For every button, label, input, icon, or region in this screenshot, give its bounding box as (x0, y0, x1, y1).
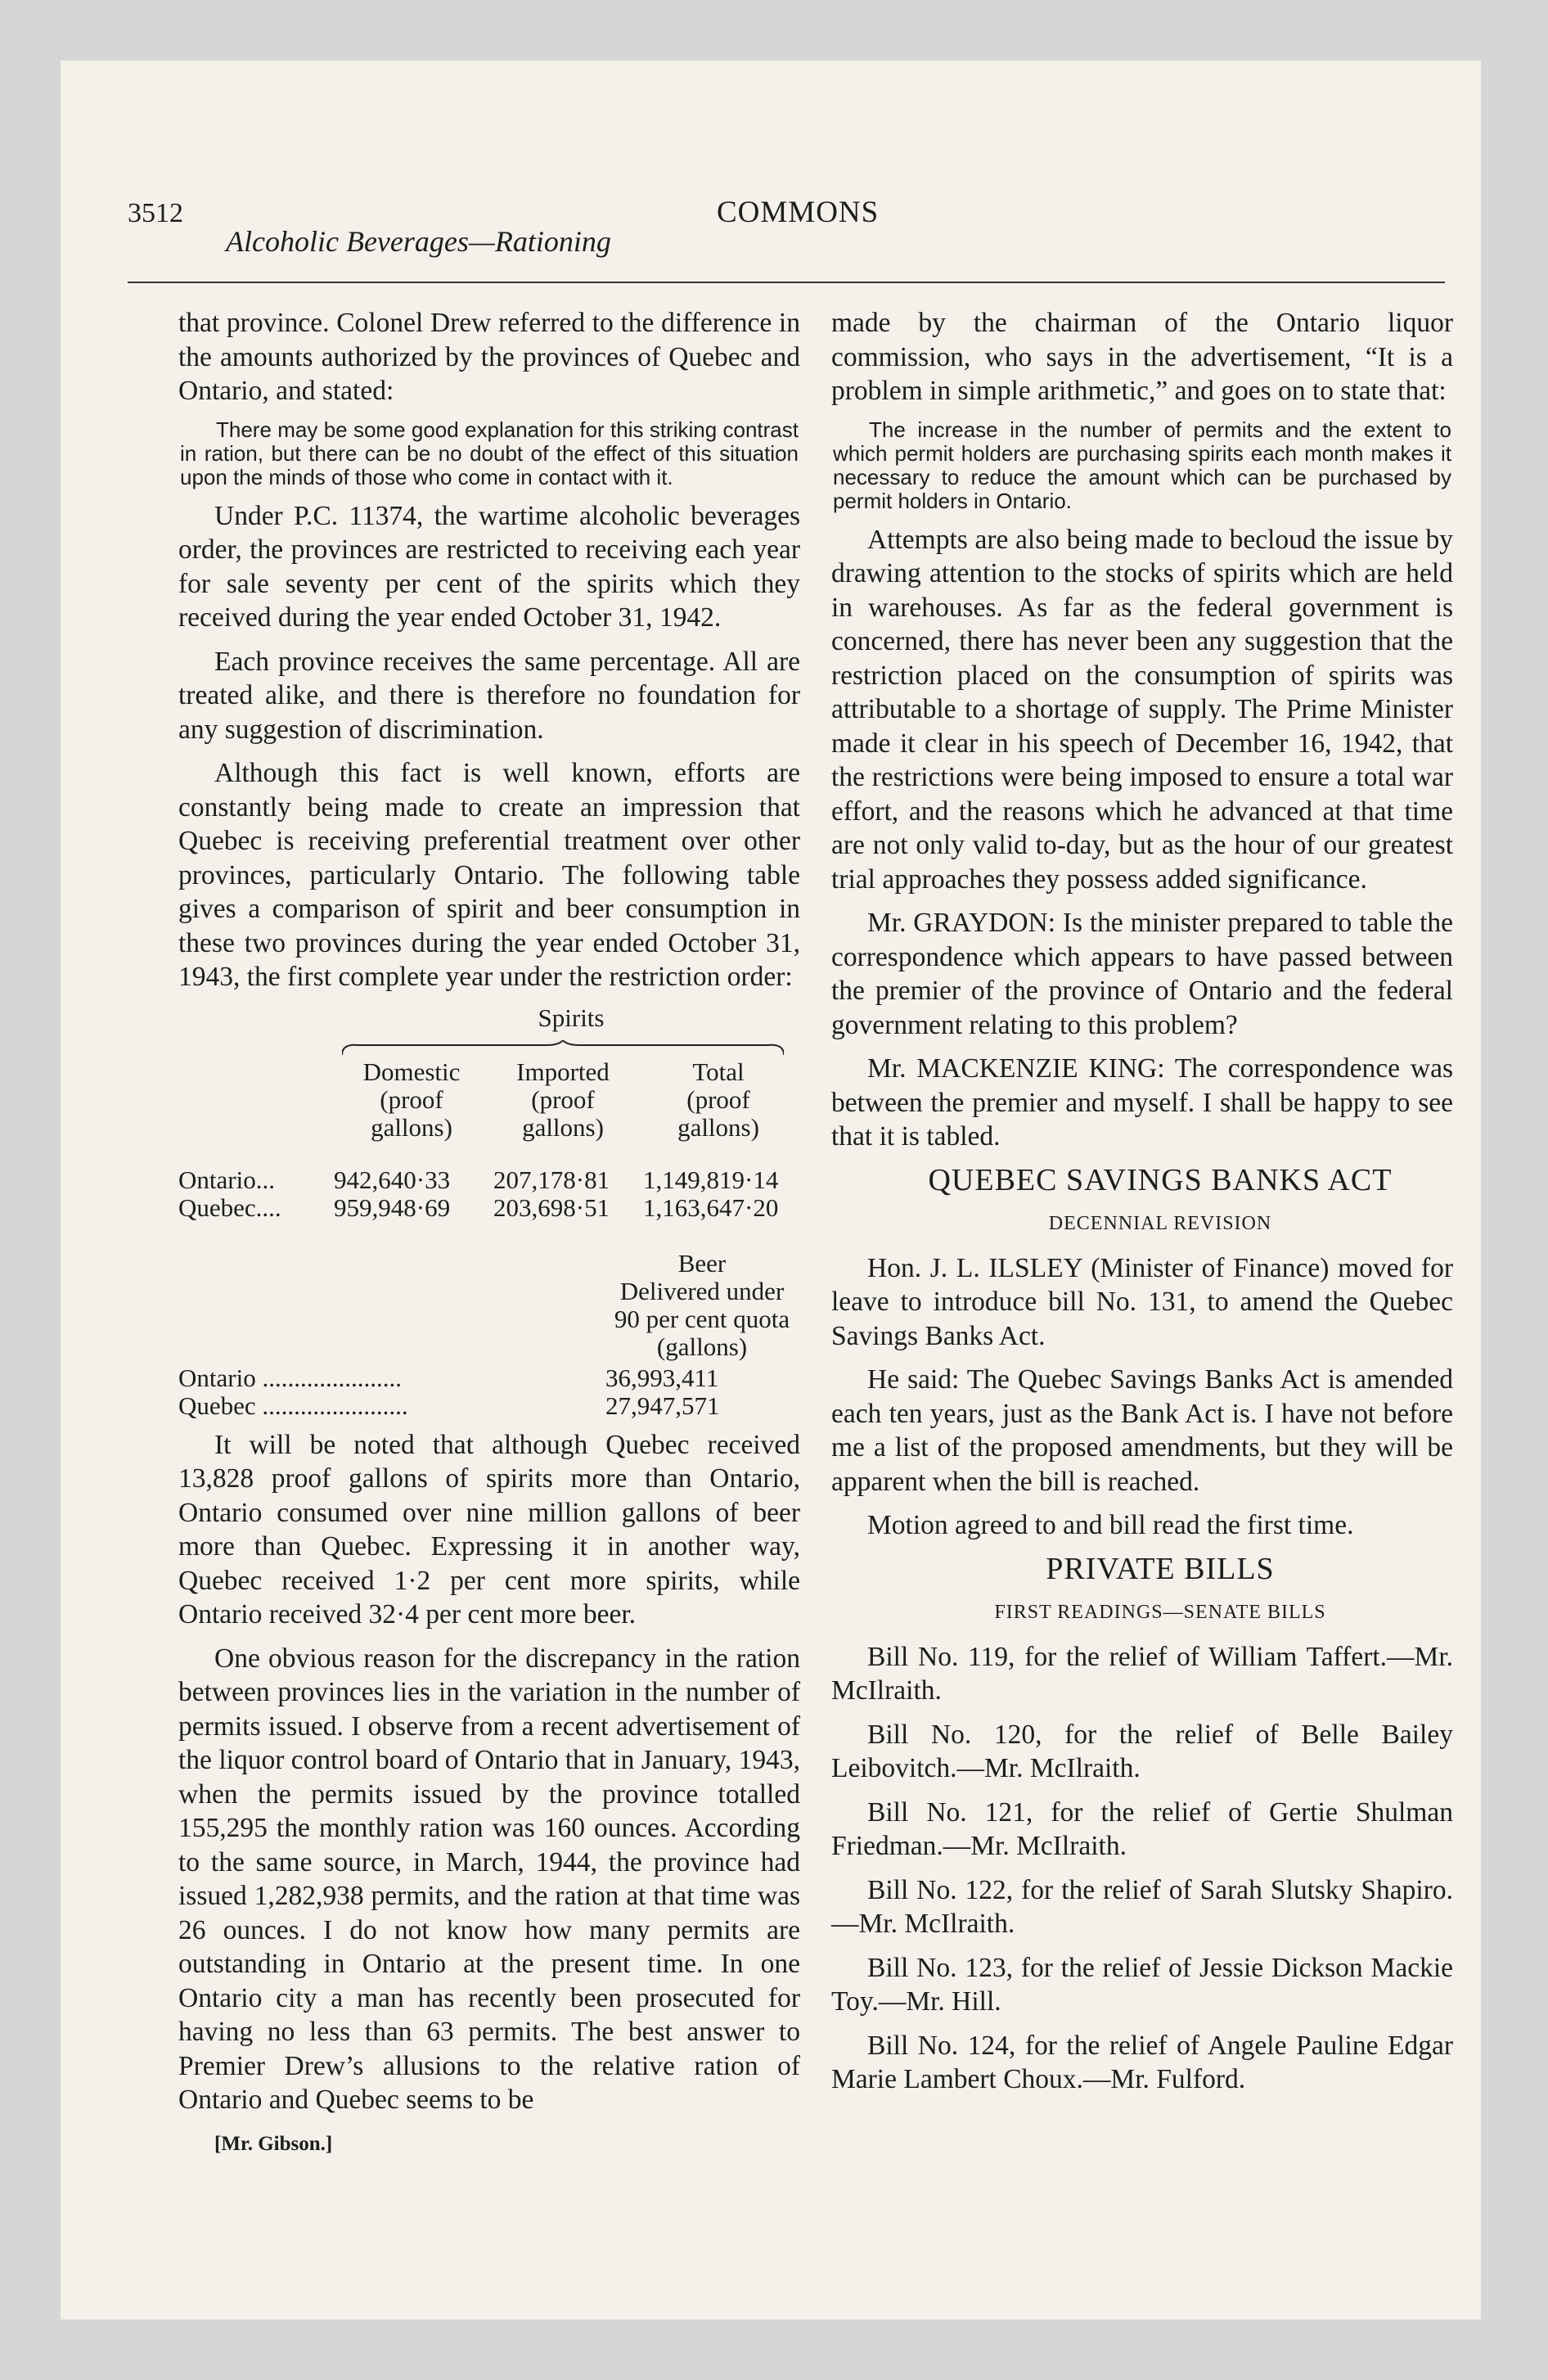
column-header-beer: Beer Delivered under 90 per cent quota (gallons) (614, 1248, 790, 1361)
bill-item: Bill No. 122, for the relief of Sarah Slutsky Shapiro.—Mr. McIlraith. (831, 1874, 1453, 1939)
chamber-title: COMMONS (717, 196, 880, 229)
section-heading: PRIVATE BILLS (1046, 1551, 1275, 1586)
table-row: Quebec.... 959,948·69 203,698·51 1,163,647·20 (178, 1192, 779, 1222)
paragraph: Mr. GRAYDON: Is the minister prepared to table the correspondence which appears to have passed between the premier of the province of Ontario and the federal government relating to this problem? (831, 908, 1453, 1040)
column-header-domestic: Domestic (proof gallons) (362, 1057, 461, 1142)
speaker-signoff: [Mr. Gibson.] (214, 2132, 333, 2155)
paragraph: It will be noted that although Quebec received 13,828 proof gallons of spirits more than Ontario, Ontario consumed over nine million gallons of beer more than Quebec. Expressing it in another way, Quebec received 1·2 per cent more spirits, while Ontario received 32·4 per cent more beer. (178, 1429, 800, 1629)
table-row: Ontario... 942,640·33 207,178·81 1,149,819·14 (178, 1165, 779, 1194)
section-subheading: FIRST READINGS—SENATE BILLS (994, 1602, 1326, 1623)
block-quote: The increase in the number of permits and the extent to which permit holders are purchasing spirits each month makes it necessary to reduce the amount which can be purchased by permit holders in Ontario. (833, 417, 1451, 513)
paragraph: Although this fact is well known, efforts are constantly being made to create an impression that Quebec is receiving preferential treatment over other provinces, particularly Ontario. The following table gives a comparison of spirit and beer consumption in these two provinces during the year ended October 31, 1943, the first complete year under the restriction order: (178, 758, 800, 992)
table-row: Ontario ...................... 36,993,411 (178, 1363, 719, 1392)
bill-item: Bill No. 121, for the relief of Gertie Shulman Friedman.—Mr. McIlraith. (831, 1796, 1453, 1861)
column-header-imported: Imported (proof gallons) (516, 1057, 610, 1142)
running-title: Alcoholic Beverages—Rationing (226, 225, 611, 258)
paragraph: made by the chairman of the Ontario liquor commission, who says in the advertisement, “It is a problem in simple arithmetic,” and goes on to state that: (831, 308, 1453, 406)
paragraph: One obvious reason for the discrepancy in the ration between provinces lies in the variation in the number of permits issued. I observe from a recent advertisement of the liquor control board of Ontario that in January, 1943, when the permits issued by the province totalled 155,295 the monthly ration was 160 ounces. According to the same source, in March, 1944, the province had issued 1,282,938 permits, and the ration at that time was 26 ounces. I do not know how many permits are outstanding in Ontario at the present time. In one Ontario city a man has recently been prosecuted for having no less than 63 permits. The best answer to Premier Drew’s allusions to the relative ration of Ontario and Quebec seems to be (178, 1643, 800, 2115)
right-column (831, 306, 1453, 2107)
paragraph: Under P.C. 11374, the wartime alcoholic beverages order, the provinces are restricted to receiving each year for sale seventy per cent of the spirits which they received during the year ended October 31, 1942. (178, 500, 800, 633)
header-rule (128, 282, 1445, 283)
section-subheading: DECENNIAL REVISION (1048, 1213, 1272, 1234)
bill-item: Bill No. 124, for the relief of Angele Pauline Edgar Marie Lambert Choux.—Mr. Fulford. (831, 2030, 1453, 2094)
bill-item: Bill No. 120, for the relief of Belle Bailey Leibovitch.—Mr. McIlraith. (831, 1719, 1453, 1783)
document-page (61, 61, 1481, 2319)
paragraph: that province. Colonel Drew referred to the difference in the amounts authorized by the provinces of Quebec and Ontario, and stated: (178, 308, 800, 406)
paragraph: He said: The Quebec Savings Banks Act is amended each ten years, just as the Bank Act is. I have not before me a list of the proposed amendments, but they will be apparent when the bill is reached. (831, 1364, 1453, 1497)
brace-icon (342, 1040, 784, 1057)
paragraph: Attempts are also being made to becloud the issue by drawing attention to the stocks of spirits which are held in warehouses. As far as the federal government is concerned, there has never been any suggestion that the restriction placed on the consumption of spirits was attributable to a shortage of supply. The Prime Minister made it clear in his speech of December 16, 1942, that the restrictions were being imposed to ensure a total war effort, and the reasons which he advanced at that time are not only valid to-day, but as the hour of our greatest trial approaches they possess added significance. (831, 524, 1453, 895)
paragraph: Each province receives the same percentage. All are treated alike, and there is therefore no foundation for any suggestion of discrimination. (178, 646, 800, 745)
paragraph: Hon. J. L. ILSLEY (Minister of Finance) moved for leave to introduce bill No. 131, to amend the Quebec Savings Banks Act. (831, 1252, 1453, 1351)
beer-table (178, 1248, 800, 1420)
bill-item: Bill No. 123, for the relief of Jessie Dickson Mackie Toy.—Mr. Hill. (831, 1952, 1453, 2017)
spirits-group-label: Spirits (538, 1003, 605, 1032)
page-header (128, 136, 1445, 283)
table-row: Quebec ....................... 27,947,571 (178, 1391, 720, 1420)
block-quote: There may be some good explanation for this striking contrast in ration, but there can be no doubt of the effect of this situation upon the minds of those who come in contact with it. (180, 417, 799, 489)
paragraph: Motion agreed to and bill read the first time. (867, 1510, 1354, 1540)
paragraph: Mr. MACKENZIE KING: The correspondence was between the premier and myself. I shall be happy to see that it is tabled. (831, 1053, 1453, 1152)
page-number: 3512 (128, 198, 183, 228)
column-header-total: Total (proof gallons) (677, 1057, 759, 1142)
spirits-table (178, 1004, 800, 1250)
bill-item: Bill No. 119, for the relief of William Taffert.—Mr. McIlraith. (831, 1641, 1453, 1706)
left-column (178, 306, 800, 2170)
section-heading: QUEBEC SAVINGS BANKS ACT (928, 1162, 1393, 1197)
